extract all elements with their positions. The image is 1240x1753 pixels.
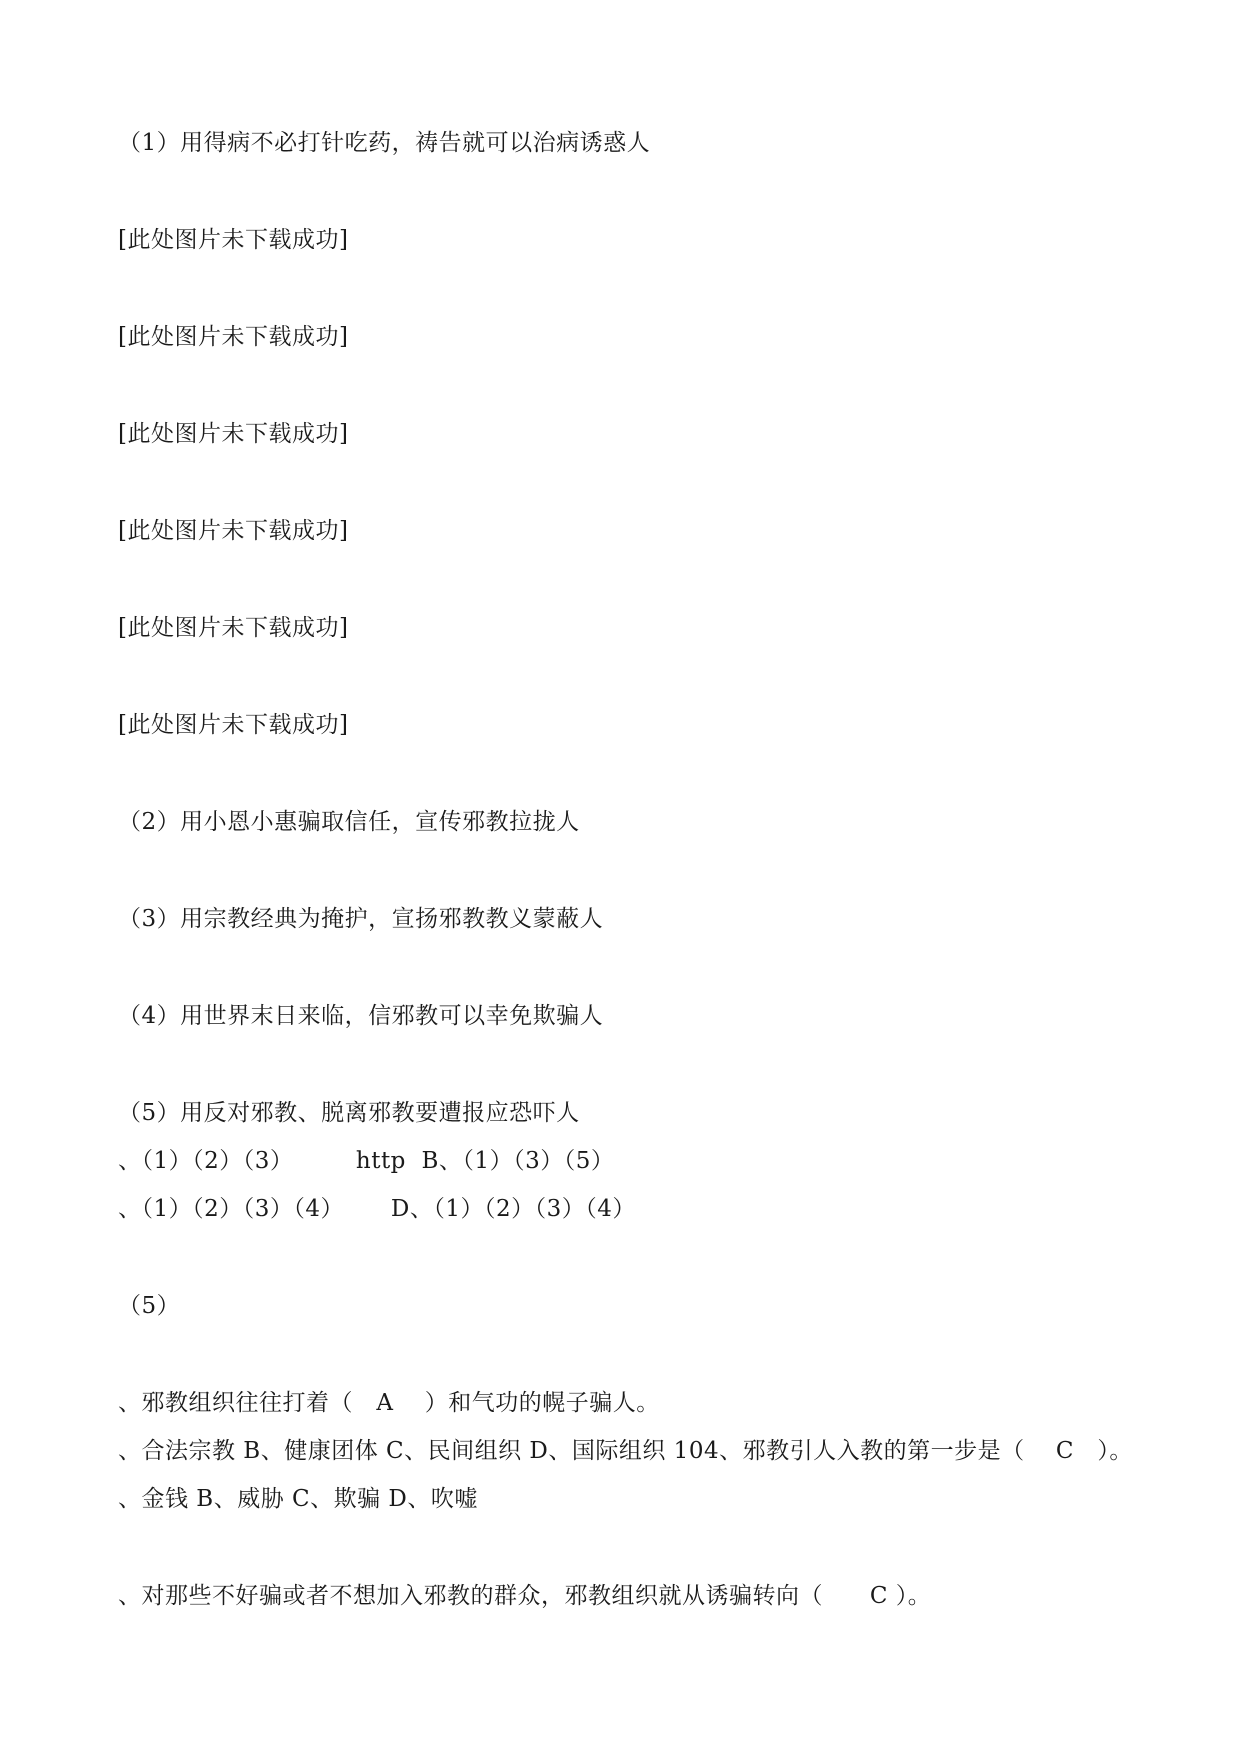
answer-options-line: 、金钱 B、威胁 C、欺骗 D、吹嘘 bbox=[118, 1486, 478, 1512]
missing-image-placeholder: [此处图片未下载成功] bbox=[118, 712, 349, 738]
missing-image-placeholder: [此处图片未下载成功] bbox=[118, 421, 349, 447]
question-line: 、对那些不好骗或者不想加入邪教的群众，邪教组织就从诱骗转向（ C ）。 bbox=[118, 1583, 932, 1609]
text-line: （3）用宗教经典为掩护，宣扬邪教教义蒙蔽人 bbox=[118, 906, 604, 932]
question-line: 、邪教组织往往打着（ A ）和气功的幌子骗人。 bbox=[118, 1390, 660, 1416]
text-line: （5）用反对邪教、脱离邪教要遭报应恐吓人 bbox=[118, 1100, 580, 1126]
text-line: （4）用世界末日来临，信邪教可以幸免欺骗人 bbox=[118, 1003, 604, 1029]
text-line: （2）用小恩小惠骗取信任，宣传邪教拉拢人 bbox=[118, 809, 580, 835]
question-line: 、合法宗教 B、健康团体 C、民间组织 D、国际组织 104、邪教引人入教的第一步是（ C ）。 bbox=[118, 1438, 1133, 1464]
missing-image-placeholder: [此处图片未下载成功] bbox=[118, 615, 349, 641]
answer-options-line: 、（1）（2）（3） http B、（1）（3）（5） bbox=[118, 1148, 615, 1174]
text-line: （1）用得病不必打针吃药，祷告就可以治病诱惑人 bbox=[118, 130, 651, 156]
missing-image-placeholder: [此处图片未下载成功] bbox=[118, 227, 349, 253]
text-line: （5） bbox=[118, 1293, 181, 1319]
missing-image-placeholder: [此处图片未下载成功] bbox=[118, 518, 349, 544]
answer-options-line: 、（1）（2）（3）（4） D、（1）（2）（3）（4） bbox=[118, 1196, 636, 1222]
missing-image-placeholder: [此处图片未下载成功] bbox=[118, 324, 349, 350]
